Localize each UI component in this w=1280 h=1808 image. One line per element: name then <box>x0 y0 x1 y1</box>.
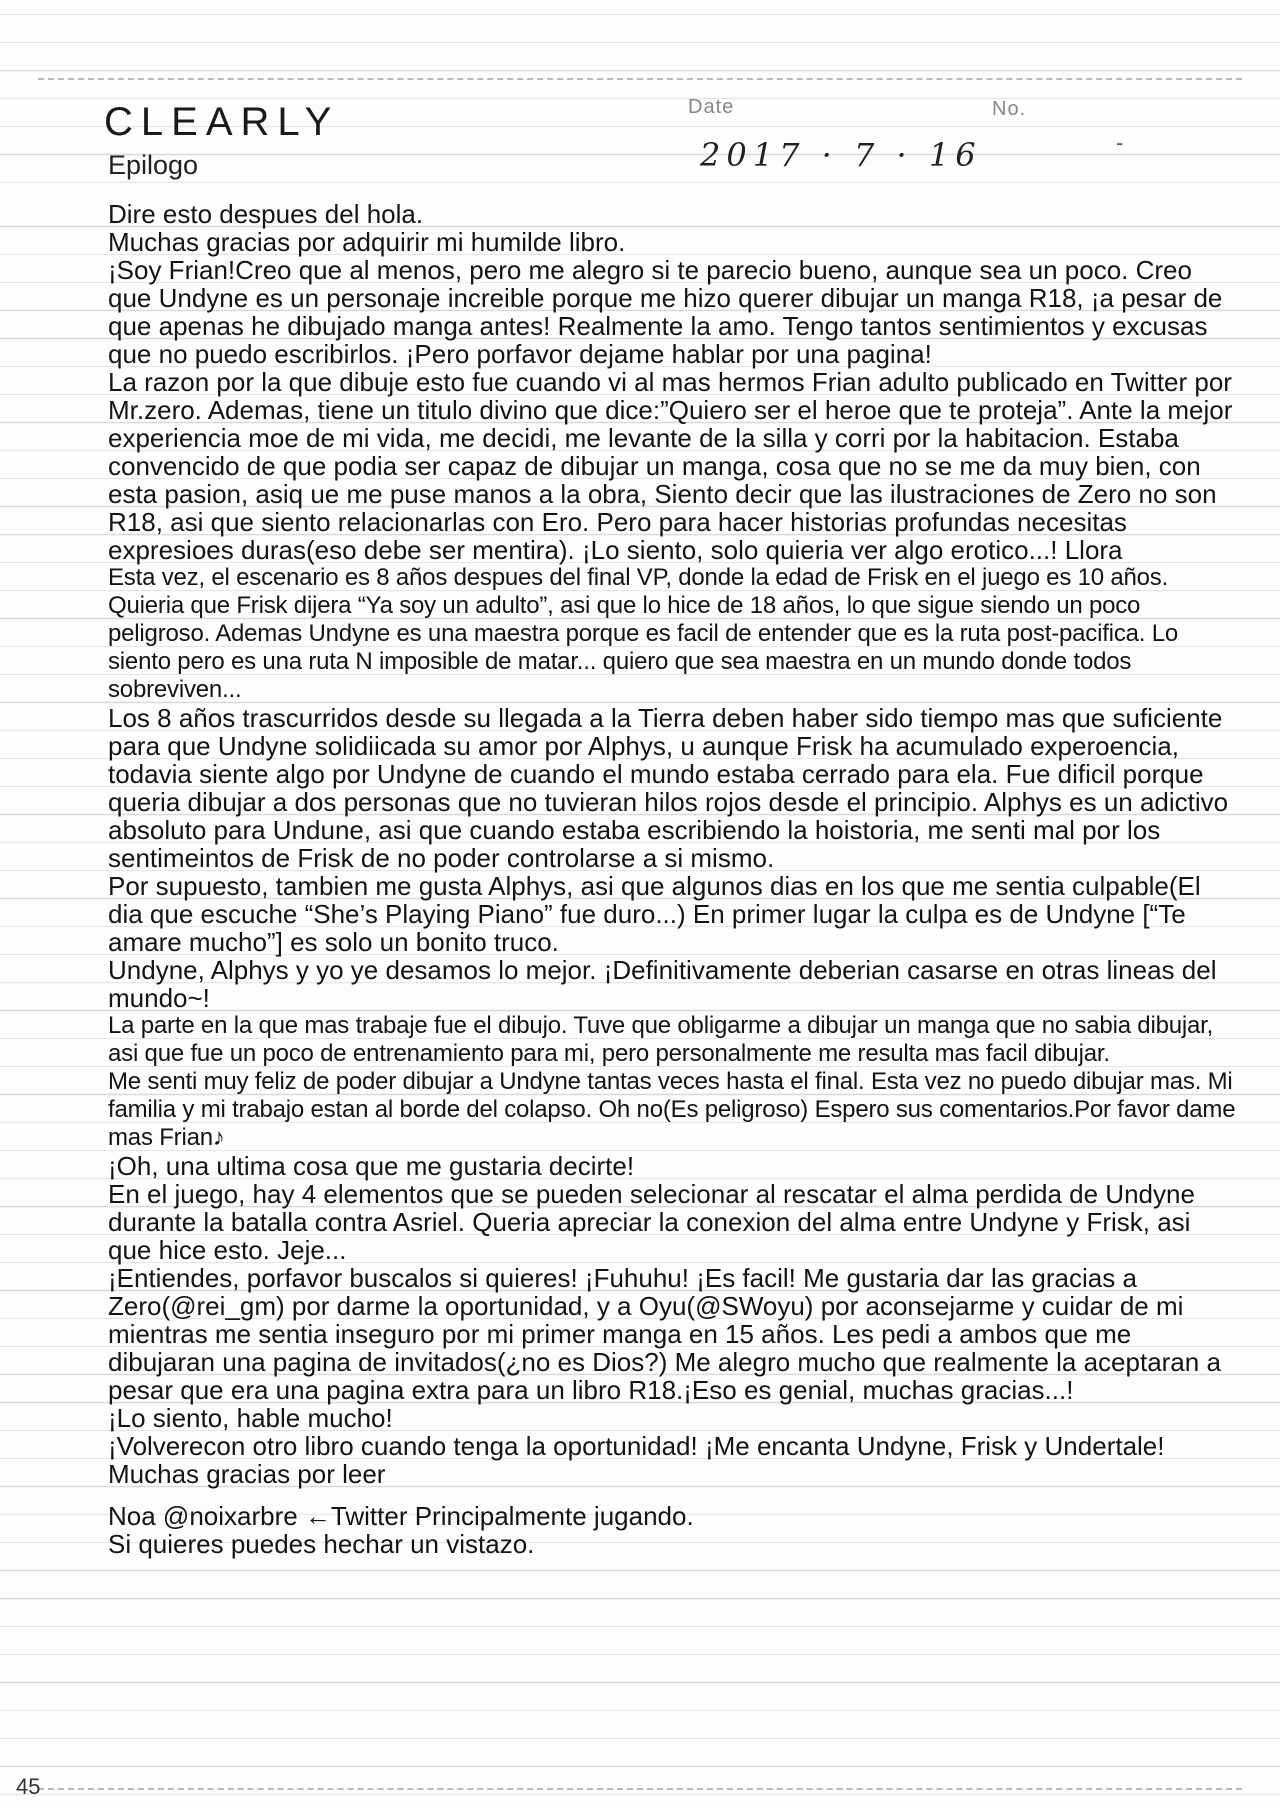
handwritten-number: - <box>1116 130 1124 155</box>
signature-line: Si quieres puedes hechar un vistazo. <box>108 1529 535 1559</box>
brand-logo: CLEARLY <box>104 100 340 144</box>
paragraph: Me senti muy feliz de poder dibujar a Undyne tantas veces hasta el final. Esta vez no puedo dibujar mas. Mi familia y mi trabajo estan al borde del colapso. Oh no(Es peligroso) Espero sus comentarios.Por favor dame mas Frian♪ <box>108 1068 1236 1151</box>
date-label: Date <box>688 96 735 118</box>
number-label: No. <box>992 98 1027 120</box>
paragraph: En el juego, hay 4 elementos que se pueden selecionar al rescatar el alma perdida de Undyne durante la batalla contra Asriel. Queria apreciar la conexion del alma entre Undyne y Frisk, asi que hice esto. Jeje... <box>108 1179 1195 1265</box>
page-title: Epilogo <box>108 150 199 180</box>
paragraph: La razon por la que dibuje esto fue cuando vi al mas hermos Frian adulto publicado en Twitter por Mr.zero. Ademas, tiene un titulo divino que dice:”Quiero ser el heroe que te proteja”. Ante la mejor experiencia moe de mi vida, me decidi, me levante de la silla y corri por la habitacion. Estaba convencido de que podia ser capaz de dibujar un manga, cosa que no se me da muy bien, con esta pasion, asiq ue me puse manos a la obra, Siento decir que las ilustraciones de Zero no son R18, asi que siento relacionarlas con Ero. Pero para hacer historias profundas necesitas expresioes duras(eso debe ser mentira). ¡Lo siento, solo quieria ver algo erotico...! Llora <box>108 367 1233 565</box>
paragraph: La parte en la que mas trabaje fue el dibujo. Tuve que obligarme a dibujar un manga que no sabia dibujar, asi que fue un poco de entrenamiento para mi, pero personalmente me resulta mas facil dibujar. <box>108 1012 1214 1067</box>
paragraph: ¡Entiendes, porfavor buscalos si quieres! ¡Fuhuhu! ¡Es facil! Me gustaria dar las gracias a Zero(@rei_gm) por darme la oportunidad, y a Oyu(@SWoyu) por aconsejarme y cuidar de mi mientras me sentia inseguro por mi primer manga en 15 años. Les pedi a ambos que me dibujaran una pagina de invitados(¿no es Dios?) Me alegro mucho que realmente la aceptaran a pesar que era una pagina extra para un libro R18.¡Eso es genial, muchas gracias...! <box>108 1263 1221 1405</box>
top-dashed-rule <box>38 78 1242 80</box>
paragraph: ¡Volverecon otro libro cuando tenga la oportunidad! ¡Me encanta Undyne, Frisk y Undertale! Muchas gracias por leer <box>108 1431 1165 1489</box>
paragraph: Undyne, Alphys y yo ye desamos lo mejor. ¡Definitivamente deberian casarse en otras lineas del mundo~! <box>108 955 1217 1013</box>
paragraph: Muchas gracias por adquirir mi humilde libro. <box>108 227 626 257</box>
paragraph: Los 8 años trascurridos desde su llegada a la Tierra deben haber sido tiempo mas que suficiente para que Undyne solidiicada su amor por Alphys, u aunque Frisk ha acumulado experoencia, todavia siente algo por Undyne de cuando el mundo estaba cerrado para ela. Fue dificil porque queria dibujar a dos personas que no tuvieran hilos rojos desde el principio. Alphys es un adictivo absoluto para Undune, asi que cuando estaba escribiendo la hoistoria, me senti mal por los sentimeintos de Frisk de no poder controlarse a si mismo. <box>108 703 1229 873</box>
signature-line: Noa @noixarbre ←Twitter Principalmente jugando. <box>108 1501 694 1531</box>
handwritten-date: 2017 · 7 · 16 <box>700 136 982 174</box>
paragraph: Por supuesto, tambien me gusta Alphys, asi que algunos dias en los que me sentia culpable(El dia que escuche “She’s Playing Piano” fue duro...) En primer lugar la culpa es de Undyne [“Te amare mucho”] es solo un bonito truco. <box>108 871 1201 957</box>
page-number: 45 <box>16 1774 41 1799</box>
paragraph: Esta vez, el escenario es 8 años despues del final VP, donde la edad de Frisk en el juego es 10 años. Quieria que Frisk dijera “Ya soy un adulto”, asi que lo hice de 18 años, lo que sigue siendo un poco peligroso. Ademas Undyne es una maestra porque es facil de entender que es la ruta post-pacifica. Lo siento pero es una ruta N imposible de matar... quiero que sea maestra en un mundo donde todos sobreviven... <box>108 564 1178 703</box>
bottom-dashed-rule <box>38 1788 1242 1790</box>
body-text <box>108 200 1238 1558</box>
paragraph: ¡Lo siento, hable mucho! <box>108 1403 393 1433</box>
paragraph: Dire esto despues del hola. <box>108 199 424 229</box>
paragraph: ¡Oh, una ultima cosa que me gustaria decirte! <box>108 1151 635 1181</box>
paragraph: ¡Soy Frian!Creo que al menos, pero me alegro si te parecio bueno, aunque sea un poco. Creo que Undyne es un personaje increible porque me hizo querer dibujar un manga R18, ¡a pesar de que apenas he dibujado manga antes! Realmente la amo. Tengo tantos sentimientos y excusas que no puedo escribirlos. ¡Pero porfavor dejame hablar por una pagina! <box>108 255 1223 369</box>
